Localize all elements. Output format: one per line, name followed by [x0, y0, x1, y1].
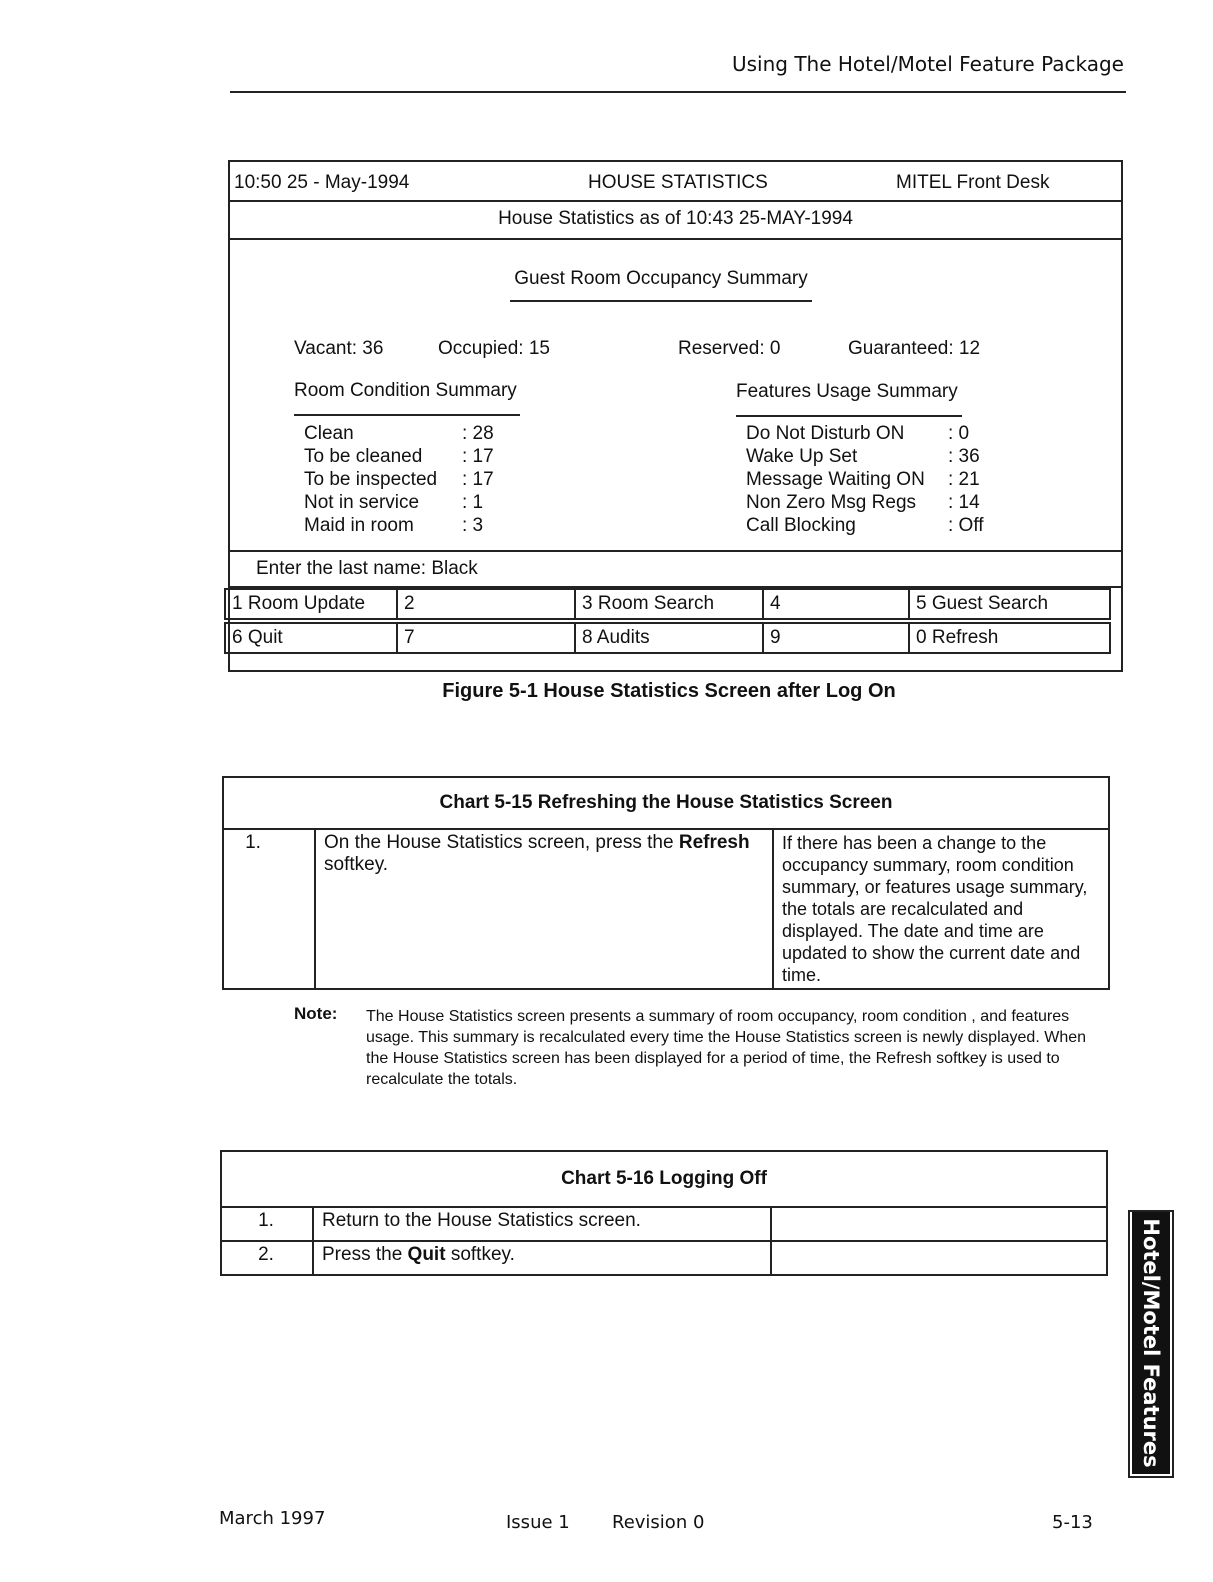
softkey-2[interactable]: 2 — [397, 589, 575, 619]
note-text: The House Statistics screen presents a summary of room occupancy, room condition , and features usage. This summary is recalculated every time the House Statistics screen is newly displayed. When the House Statistics screen has been displayed for a period of time, the Refresh softkey is used to recalculate the totals. — [366, 1008, 1087, 1088]
occupancy-heading: Guest Room Occupancy Summary — [510, 268, 812, 302]
chart-5-16-step2-result — [771, 1241, 1107, 1275]
footer-revision: Revision 0 — [612, 1512, 705, 1533]
running-header: Using The Hotel/Motel Feature Package — [731, 52, 1124, 76]
chart-5-15-step: On the House Statistics screen, press the Refresh softkey. — [315, 829, 773, 989]
softkey-room-update[interactable]: 1 Room Update — [225, 589, 397, 619]
room-condition-row: Not in service : 1 — [304, 492, 484, 513]
screen-time-date: 10:50 25 - May-1994 — [234, 172, 410, 193]
chart-5-15-step-number: 1. — [223, 829, 315, 989]
last-name-prompt-bar[interactable] — [230, 550, 1121, 588]
feature-row: Call Blocking : Off — [746, 515, 984, 536]
softkey-bar — [224, 588, 1111, 654]
chart-5-16-step2-number: 2. — [221, 1241, 313, 1275]
chart-5-16-step1-number: 1. — [221, 1207, 313, 1241]
room-condition-row: To be inspected : 17 — [304, 469, 494, 490]
screen-title: HOUSE STATISTICS — [588, 172, 768, 193]
features-list — [746, 422, 1046, 537]
feature-row: Message Waiting ON : 21 — [746, 469, 980, 490]
softkey-9[interactable]: 9 — [763, 623, 909, 653]
chart-5-15 — [222, 776, 1110, 990]
chart-5-16-step1-result — [771, 1207, 1107, 1241]
footer-issue: Issue 1 — [506, 1512, 570, 1533]
softkey-7[interactable]: 7 — [397, 623, 575, 653]
screen-as-of: House Statistics as of 10:43 25-MAY-1994 — [498, 208, 853, 229]
softkey-room-search[interactable]: 3 Room Search — [575, 589, 763, 619]
chart-5-16-step2: Press the Quit softkey. — [313, 1241, 771, 1275]
note-label: Note: — [294, 1004, 338, 1023]
softkey-quit[interactable]: 6 Quit — [225, 623, 397, 653]
room-condition-row: Clean : 28 — [304, 423, 494, 444]
chart-5-16-title: Chart 5-16 Logging Off — [221, 1151, 1107, 1207]
feature-row: Do Not Disturb ON : 0 — [746, 423, 970, 444]
vacant-count: Vacant: 36 — [294, 338, 384, 359]
header-rule — [230, 91, 1126, 93]
room-condition-list — [304, 422, 564, 537]
softkey-4[interactable]: 4 — [763, 589, 909, 619]
screen-summary-body — [230, 240, 1121, 550]
screen-app-name: MITEL Front Desk — [896, 172, 1050, 193]
chart-5-15-title: Chart 5-15 Refreshing the House Statistics Screen — [223, 777, 1109, 829]
reserved-count: Reserved: 0 — [678, 338, 781, 359]
chart-5-15-result: If there has been a change to the occupancy summary, room condition summary, or features usage summary, the totals are recalculated and displayed. The date and time are updated to show the current date and time. — [773, 829, 1109, 989]
room-condition-heading: Room Condition Summary — [294, 380, 520, 416]
figure-caption: Figure 5-1 House Statistics Screen after Log On — [442, 680, 896, 702]
guaranteed-count: Guaranteed: 12 — [848, 338, 981, 359]
features-heading: Features Usage Summary — [736, 381, 962, 417]
room-condition-row: To be cleaned : 17 — [304, 446, 494, 467]
chart-5-16-step1: Return to the House Statistics screen. — [313, 1207, 771, 1241]
footer-page-number: 5-13 — [1052, 1512, 1093, 1533]
footer-date: March 1997 — [219, 1508, 326, 1529]
feature-row: Non Zero Msg Regs : 14 — [746, 492, 980, 513]
room-condition-row: Maid in room : 3 — [304, 515, 484, 536]
softkey-audits[interactable]: 8 Audits — [575, 623, 763, 653]
screen-as-of-bar — [230, 202, 1121, 240]
chart-5-16 — [220, 1150, 1108, 1276]
section-tab-label: Hotel/Motel Features — [1139, 1218, 1163, 1468]
occupied-count: Occupied: 15 — [438, 338, 550, 359]
screen-title-bar — [230, 162, 1121, 202]
house-statistics-screen — [228, 160, 1123, 672]
feature-row: Wake Up Set : 36 — [746, 446, 980, 467]
softkey-refresh[interactable]: 0 Refresh — [909, 623, 1110, 653]
last-name-prompt[interactable]: Enter the last name: Black — [256, 558, 478, 579]
softkey-guest-search[interactable]: 5 Guest Search — [909, 589, 1110, 619]
